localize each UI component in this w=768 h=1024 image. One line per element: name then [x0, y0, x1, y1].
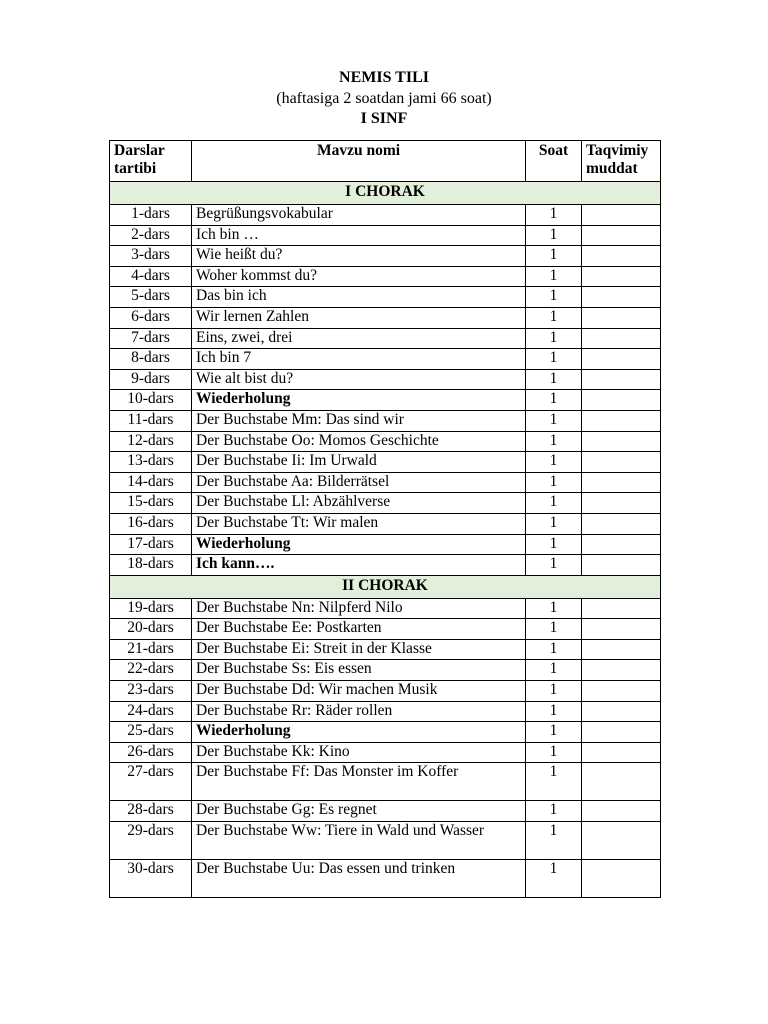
lesson-topic-cell: Ich kann….: [192, 555, 526, 576]
table-row: [110, 493, 661, 514]
lesson-hours-cell: 1: [526, 513, 582, 534]
calendar-date-cell: [582, 742, 661, 763]
lesson-topic-cell: Der Buchstabe Kk: Kino: [192, 742, 526, 763]
table-row: [110, 681, 661, 702]
table-row: [110, 266, 661, 287]
lesson-topic-cell: Der Buchstabe Ff: Das Monster im Koffer: [192, 763, 526, 801]
lesson-topic-cell: Wiederholung: [192, 534, 526, 555]
lesson-number-cell: 1-dars: [110, 205, 192, 226]
lesson-topic-cell: Wiederholung: [192, 722, 526, 743]
lesson-topic-cell: Der Buchstabe Ss: Eis essen: [192, 660, 526, 681]
lesson-topic-cell: Ich bin …: [192, 225, 526, 246]
lesson-hours-cell: 1: [526, 205, 582, 226]
lesson-topic-cell: Der Buchstabe Mm: Das sind wir: [192, 410, 526, 431]
table-row: [110, 619, 661, 640]
table-row: [110, 860, 661, 898]
lesson-hours-cell: 1: [526, 452, 582, 473]
lesson-number-cell: 4-dars: [110, 266, 192, 287]
column-header-calendar-date: Taqvimiy muddat: [582, 141, 661, 182]
lesson-number-cell: 23-dars: [110, 681, 192, 702]
calendar-date-cell: [582, 349, 661, 370]
lesson-topic-cell: Begrüßungsvokabular: [192, 205, 526, 226]
calendar-date-cell: [582, 287, 661, 308]
lesson-number-cell: 22-dars: [110, 660, 192, 681]
calendar-date-cell: [582, 801, 661, 822]
lesson-number-cell: 5-dars: [110, 287, 192, 308]
lesson-hours-cell: 1: [526, 681, 582, 702]
lesson-number-cell: 3-dars: [110, 246, 192, 267]
lesson-number-cell: 16-dars: [110, 513, 192, 534]
lesson-hours-cell: 1: [526, 555, 582, 576]
lesson-hours-cell: 1: [526, 822, 582, 860]
lesson-hours-cell: 1: [526, 328, 582, 349]
lesson-topic-cell: Wiederholung: [192, 390, 526, 411]
lesson-topic-cell: Der Buchstabe Nn: Nilpferd Nilo: [192, 598, 526, 619]
lesson-hours-cell: 1: [526, 225, 582, 246]
column-header-lesson-number: Darslar tartibi: [110, 141, 192, 182]
calendar-date-cell: [582, 472, 661, 493]
lesson-number-cell: 14-dars: [110, 472, 192, 493]
quarter-label: I CHORAK: [110, 182, 661, 205]
lesson-number-cell: 28-dars: [110, 801, 192, 822]
calendar-date-cell: [582, 246, 661, 267]
lesson-hours-cell: 1: [526, 639, 582, 660]
lesson-hours-cell: 1: [526, 801, 582, 822]
lesson-hours-cell: 1: [526, 266, 582, 287]
lesson-hours-cell: 1: [526, 307, 582, 328]
lesson-topic-cell: Der Buchstabe Ee: Postkarten: [192, 619, 526, 640]
table-body: [110, 182, 661, 898]
document-subtitle: (haftasiga 2 soatdan jami 66 soat): [276, 90, 492, 107]
lesson-hours-cell: 1: [526, 742, 582, 763]
column-header-topic: Mavzu nomi: [192, 141, 526, 182]
calendar-date-cell: [582, 722, 661, 743]
calendar-date-cell: [582, 639, 661, 660]
lesson-hours-cell: 1: [526, 390, 582, 411]
lesson-hours-cell: 1: [526, 472, 582, 493]
table-row: [110, 639, 661, 660]
lesson-number-cell: 21-dars: [110, 639, 192, 660]
table-header-row: [110, 141, 661, 182]
table-row: [110, 225, 661, 246]
lesson-topic-cell: Der Buchstabe Ww: Tiere in Wald und Wasser: [192, 822, 526, 860]
calendar-date-cell: [582, 390, 661, 411]
lesson-topic-cell: Der Buchstabe Oo: Momos Geschichte: [192, 431, 526, 452]
calendar-date-cell: [582, 763, 661, 801]
lesson-hours-cell: 1: [526, 349, 582, 370]
lesson-hours-cell: 1: [526, 860, 582, 898]
lesson-number-cell: 15-dars: [110, 493, 192, 514]
table-row: [110, 598, 661, 619]
lesson-plan-table: [109, 140, 661, 898]
lesson-number-cell: 25-dars: [110, 722, 192, 743]
lesson-topic-cell: Der Buchstabe Rr: Räder rollen: [192, 701, 526, 722]
lesson-number-cell: 7-dars: [110, 328, 192, 349]
lesson-topic-cell: Der Buchstabe Uu: Das essen und trinken: [192, 860, 526, 898]
table-row: [110, 328, 661, 349]
lesson-number-cell: 24-dars: [110, 701, 192, 722]
table-row: [110, 801, 661, 822]
table-row: [110, 701, 661, 722]
calendar-date-cell: [582, 205, 661, 226]
calendar-date-cell: [582, 681, 661, 702]
calendar-date-cell: [582, 619, 661, 640]
lesson-number-cell: 19-dars: [110, 598, 192, 619]
lesson-topic-cell: Der Buchstabe Dd: Wir machen Musik: [192, 681, 526, 702]
grade-heading: I SINF: [360, 110, 408, 127]
lesson-number-cell: 17-dars: [110, 534, 192, 555]
column-header-hours: Soat: [526, 141, 582, 182]
table-row: [110, 307, 661, 328]
lesson-hours-cell: 1: [526, 763, 582, 801]
calendar-date-cell: [582, 266, 661, 287]
lesson-number-cell: 10-dars: [110, 390, 192, 411]
calendar-date-cell: [582, 860, 661, 898]
calendar-date-cell: [582, 660, 661, 681]
lesson-hours-cell: 1: [526, 431, 582, 452]
calendar-date-cell: [582, 452, 661, 473]
lesson-number-cell: 8-dars: [110, 349, 192, 370]
table-row: [110, 410, 661, 431]
table-row: [110, 742, 661, 763]
table-row: [110, 431, 661, 452]
lesson-topic-cell: Der Buchstabe Ll: Abzählverse: [192, 493, 526, 514]
lesson-number-cell: 11-dars: [110, 410, 192, 431]
lesson-topic-cell: Woher kommst du?: [192, 266, 526, 287]
quarter-header-row: [110, 182, 661, 205]
table-row: [110, 555, 661, 576]
lesson-hours-cell: 1: [526, 619, 582, 640]
lesson-hours-cell: 1: [526, 598, 582, 619]
calendar-date-cell: [582, 369, 661, 390]
lesson-topic-cell: Der Buchstabe Tt: Wir malen: [192, 513, 526, 534]
document-title: NEMIS TILI: [339, 69, 429, 86]
calendar-date-cell: [582, 493, 661, 514]
table-row: [110, 534, 661, 555]
calendar-date-cell: [582, 307, 661, 328]
lesson-topic-cell: Wie alt bist du?: [192, 369, 526, 390]
lesson-number-cell: 13-dars: [110, 452, 192, 473]
table-row: [110, 390, 661, 411]
lesson-number-cell: 30-dars: [110, 860, 192, 898]
lesson-hours-cell: 1: [526, 701, 582, 722]
lesson-hours-cell: 1: [526, 410, 582, 431]
table-row: [110, 246, 661, 267]
calendar-date-cell: [582, 701, 661, 722]
lesson-hours-cell: 1: [526, 369, 582, 390]
quarter-label: II CHORAK: [110, 575, 661, 598]
table-row: [110, 205, 661, 226]
table-row: [110, 369, 661, 390]
lesson-number-cell: 6-dars: [110, 307, 192, 328]
lesson-hours-cell: 1: [526, 534, 582, 555]
lesson-topic-cell: Wir lernen Zahlen: [192, 307, 526, 328]
lesson-number-cell: 12-dars: [110, 431, 192, 452]
calendar-date-cell: [582, 328, 661, 349]
lesson-number-cell: 29-dars: [110, 822, 192, 860]
lesson-number-cell: 27-dars: [110, 763, 192, 801]
table-row: [110, 763, 661, 801]
calendar-date-cell: [582, 534, 661, 555]
calendar-date-cell: [582, 225, 661, 246]
lesson-hours-cell: 1: [526, 287, 582, 308]
table-row: [110, 822, 661, 860]
lesson-topic-cell: Der Buchstabe Gg: Es regnet: [192, 801, 526, 822]
lesson-topic-cell: Der Buchstabe Ii: Im Urwald: [192, 452, 526, 473]
lesson-topic-cell: Eins, zwei, drei: [192, 328, 526, 349]
lesson-hours-cell: 1: [526, 246, 582, 267]
calendar-date-cell: [582, 555, 661, 576]
lesson-number-cell: 18-dars: [110, 555, 192, 576]
calendar-date-cell: [582, 513, 661, 534]
calendar-date-cell: [582, 598, 661, 619]
table-row: [110, 660, 661, 681]
lesson-topic-cell: Das bin ich: [192, 287, 526, 308]
lesson-hours-cell: 1: [526, 660, 582, 681]
calendar-date-cell: [582, 822, 661, 860]
lesson-number-cell: 9-dars: [110, 369, 192, 390]
lesson-topic-cell: Wie heißt du?: [192, 246, 526, 267]
table-row: [110, 513, 661, 534]
quarter-header-row: [110, 575, 661, 598]
table-row: [110, 452, 661, 473]
table-row: [110, 472, 661, 493]
lesson-topic-cell: Der Buchstabe Aa: Bilderrätsel: [192, 472, 526, 493]
table-row: [110, 722, 661, 743]
lesson-topic-cell: Der Buchstabe Ei: Streit in der Klasse: [192, 639, 526, 660]
lesson-hours-cell: 1: [526, 722, 582, 743]
table-row: [110, 349, 661, 370]
calendar-date-cell: [582, 431, 661, 452]
lesson-number-cell: 2-dars: [110, 225, 192, 246]
lesson-number-cell: 26-dars: [110, 742, 192, 763]
lesson-number-cell: 20-dars: [110, 619, 192, 640]
lesson-hours-cell: 1: [526, 493, 582, 514]
calendar-date-cell: [582, 410, 661, 431]
table-row: [110, 287, 661, 308]
lesson-topic-cell: Ich bin 7: [192, 349, 526, 370]
